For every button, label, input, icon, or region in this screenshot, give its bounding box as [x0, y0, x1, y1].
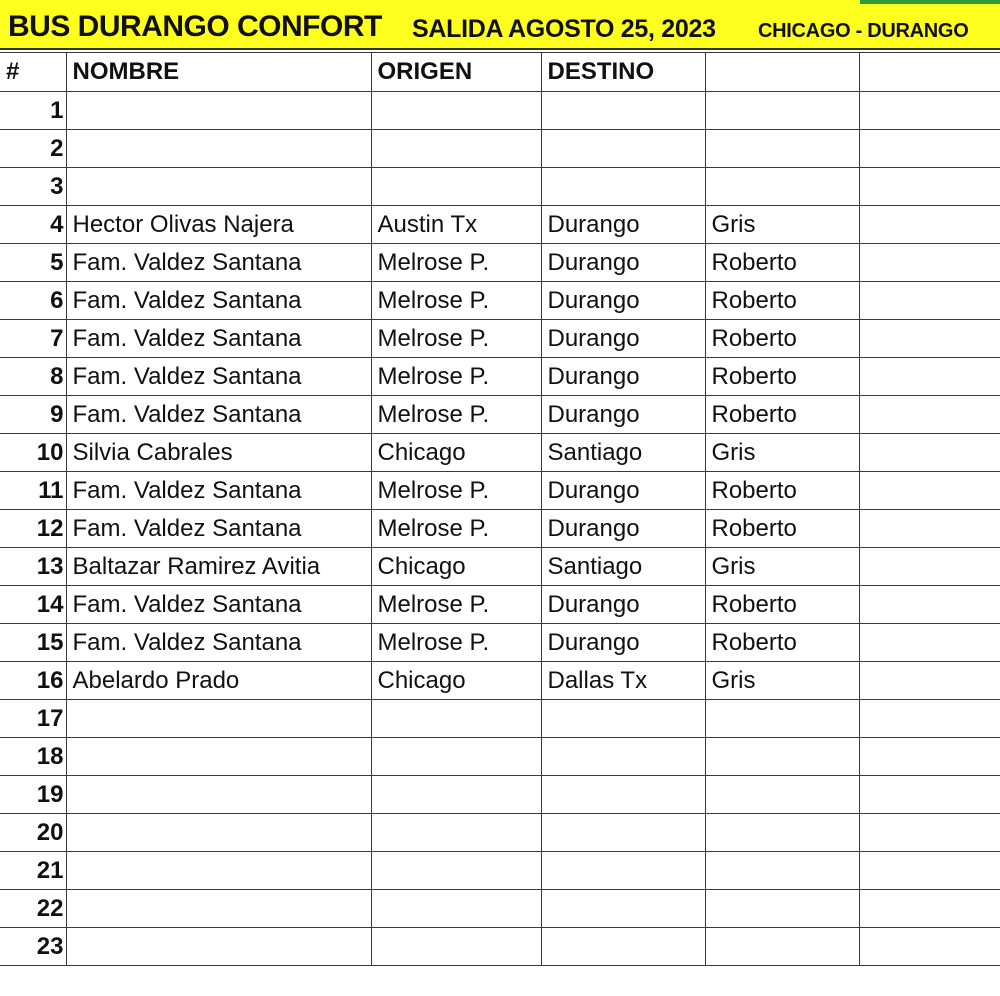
cell-extra2[interactable] [859, 92, 1000, 130]
cell-nombre[interactable]: Fam. Valdez Santana [66, 510, 371, 548]
row-number[interactable]: 23 [0, 928, 66, 966]
cell-extra[interactable]: Roberto [705, 320, 859, 358]
cell-origen[interactable] [371, 168, 541, 206]
cell-destino[interactable]: Durango [541, 244, 705, 282]
row-number[interactable]: 16 [0, 662, 66, 700]
title-bar [0, 0, 1000, 50]
cell-nombre[interactable]: Fam. Valdez Santana [66, 624, 371, 662]
cell-origen[interactable]: Melrose P. [371, 624, 541, 662]
cell-extra2[interactable] [859, 586, 1000, 624]
cell-origen[interactable]: Chicago [371, 434, 541, 472]
cell-nombre[interactable] [66, 776, 371, 814]
cell-extra[interactable] [705, 168, 859, 206]
cell-origen[interactable]: Chicago [371, 662, 541, 700]
cell-extra2[interactable] [859, 282, 1000, 320]
cell-origen[interactable]: Chicago [371, 548, 541, 586]
row-number[interactable]: 7 [0, 320, 66, 358]
table-row [0, 206, 1000, 244]
cell-nombre[interactable]: Fam. Valdez Santana [66, 244, 371, 282]
cell-extra[interactable]: Gris [705, 548, 859, 586]
col-header-destino[interactable]: DESTINO [541, 53, 705, 92]
cell-extra2[interactable] [859, 928, 1000, 966]
row-number[interactable]: 11 [0, 472, 66, 510]
row-number[interactable]: 17 [0, 700, 66, 738]
cell-origen[interactable]: Melrose P. [371, 320, 541, 358]
cell-nombre[interactable] [66, 168, 371, 206]
col-header-nombre[interactable]: NOMBRE [66, 53, 371, 92]
row-number[interactable]: 1 [0, 92, 66, 130]
col-header-origen[interactable]: ORIGEN [371, 53, 541, 92]
cell-extra2[interactable] [859, 890, 1000, 928]
table-row [0, 890, 1000, 928]
col-header-number[interactable]: # [0, 53, 66, 92]
cell-nombre[interactable]: Fam. Valdez Santana [66, 586, 371, 624]
cell-origen[interactable]: Austin Tx [371, 206, 541, 244]
row-number[interactable]: 9 [0, 396, 66, 434]
cell-extra[interactable]: Roberto [705, 510, 859, 548]
row-number[interactable]: 22 [0, 890, 66, 928]
cell-destino[interactable] [541, 852, 705, 890]
cell-destino[interactable]: Durango [541, 472, 705, 510]
cell-destino[interactable]: Durango [541, 320, 705, 358]
cell-origen[interactable]: Melrose P. [371, 358, 541, 396]
cell-extra2[interactable] [859, 700, 1000, 738]
cell-origen[interactable] [371, 852, 541, 890]
cell-origen[interactable]: Melrose P. [371, 282, 541, 320]
cell-nombre[interactable] [66, 700, 371, 738]
row-number[interactable]: 6 [0, 282, 66, 320]
cell-extra2[interactable] [859, 510, 1000, 548]
cell-extra[interactable]: Roberto [705, 624, 859, 662]
cell-origen[interactable] [371, 814, 541, 852]
row-number[interactable]: 2 [0, 130, 66, 168]
cell-destino[interactable] [541, 92, 705, 130]
cell-destino[interactable]: Durango [541, 206, 705, 244]
cell-extra[interactable]: Gris [705, 206, 859, 244]
table-row [0, 92, 1000, 130]
cell-extra2[interactable] [859, 814, 1000, 852]
cell-nombre[interactable]: Abelardo Prado [66, 662, 371, 700]
cell-extra[interactable] [705, 852, 859, 890]
cell-nombre[interactable]: Fam. Valdez Santana [66, 320, 371, 358]
cell-extra2[interactable] [859, 244, 1000, 282]
cell-destino[interactable] [541, 928, 705, 966]
row-number[interactable]: 14 [0, 586, 66, 624]
cell-origen[interactable] [371, 776, 541, 814]
row-number[interactable]: 21 [0, 852, 66, 890]
cell-extra2[interactable] [859, 168, 1000, 206]
cell-origen[interactable] [371, 92, 541, 130]
cell-extra2[interactable] [859, 206, 1000, 244]
row-number[interactable]: 12 [0, 510, 66, 548]
cell-nombre[interactable] [66, 928, 371, 966]
table-row [0, 282, 1000, 320]
cell-extra[interactable]: Roberto [705, 358, 859, 396]
row-number[interactable]: 3 [0, 168, 66, 206]
title-salida-date: SALIDA AGOSTO 25, 2023 [412, 15, 716, 43]
cell-nombre[interactable] [66, 852, 371, 890]
col-header-extra[interactable] [705, 53, 859, 92]
cell-destino[interactable]: Durango [541, 358, 705, 396]
cell-destino[interactable]: Durango [541, 282, 705, 320]
table-row [0, 852, 1000, 890]
cell-destino[interactable]: Durango [541, 624, 705, 662]
cell-extra2[interactable] [859, 320, 1000, 358]
cell-destino[interactable] [541, 130, 705, 168]
cell-extra2[interactable] [859, 130, 1000, 168]
table-row [0, 928, 1000, 966]
table-row [0, 358, 1000, 396]
cell-extra2[interactable] [859, 852, 1000, 890]
cell-nombre[interactable]: Baltazar Ramirez Avitia [66, 548, 371, 586]
cell-origen[interactable]: Melrose P. [371, 510, 541, 548]
cell-extra2[interactable] [859, 434, 1000, 472]
cell-extra2[interactable] [859, 396, 1000, 434]
row-number[interactable]: 8 [0, 358, 66, 396]
title-route: CHICAGO - DURANGO [758, 20, 969, 42]
cell-origen[interactable] [371, 738, 541, 776]
cell-extra[interactable]: Roberto [705, 282, 859, 320]
row-number[interactable]: 10 [0, 434, 66, 472]
cell-nombre[interactable] [66, 738, 371, 776]
cell-extra2[interactable] [859, 776, 1000, 814]
table-row [0, 244, 1000, 282]
cell-destino[interactable] [541, 776, 705, 814]
cell-extra[interactable] [705, 814, 859, 852]
row-number[interactable]: 5 [0, 244, 66, 282]
passenger-table [0, 52, 1000, 966]
cell-extra[interactable] [705, 700, 859, 738]
table-row [0, 510, 1000, 548]
header-row [0, 53, 1000, 92]
cell-nombre[interactable] [66, 814, 371, 852]
cell-origen[interactable]: Melrose P. [371, 472, 541, 510]
cell-extra[interactable] [705, 890, 859, 928]
cell-extra[interactable] [705, 92, 859, 130]
cell-destino[interactable]: Dallas Tx [541, 662, 705, 700]
cell-destino[interactable]: Santiago [541, 434, 705, 472]
cell-nombre[interactable] [66, 130, 371, 168]
cell-destino[interactable]: Durango [541, 510, 705, 548]
cell-extra[interactable] [705, 738, 859, 776]
cell-destino[interactable] [541, 700, 705, 738]
table-row [0, 472, 1000, 510]
table-row [0, 624, 1000, 662]
row-number[interactable]: 13 [0, 548, 66, 586]
cell-destino[interactable] [541, 168, 705, 206]
cell-nombre[interactable]: Fam. Valdez Santana [66, 396, 371, 434]
cell-nombre[interactable]: Hector Olivas Najera [66, 206, 371, 244]
cell-origen[interactable] [371, 928, 541, 966]
cell-destino[interactable]: Santiago [541, 548, 705, 586]
cell-extra2[interactable] [859, 662, 1000, 700]
cell-nombre[interactable]: Silvia Cabrales [66, 434, 371, 472]
cell-origen[interactable] [371, 130, 541, 168]
cell-extra[interactable]: Roberto [705, 586, 859, 624]
accent-strip [860, 0, 1000, 4]
cell-origen[interactable]: Melrose P. [371, 586, 541, 624]
table-row [0, 586, 1000, 624]
cell-nombre[interactable]: Fam. Valdez Santana [66, 282, 371, 320]
table-row [0, 396, 1000, 434]
cell-extra[interactable]: Roberto [705, 244, 859, 282]
cell-extra[interactable]: Roberto [705, 472, 859, 510]
cell-extra[interactable]: Gris [705, 662, 859, 700]
table-row [0, 548, 1000, 586]
table-row [0, 434, 1000, 472]
cell-destino[interactable]: Durango [541, 396, 705, 434]
table-row [0, 320, 1000, 358]
row-number[interactable]: 20 [0, 814, 66, 852]
cell-origen[interactable]: Melrose P. [371, 244, 541, 282]
cell-destino[interactable] [541, 738, 705, 776]
cell-origen[interactable]: Melrose P. [371, 396, 541, 434]
row-number[interactable]: 4 [0, 206, 66, 244]
table-row [0, 130, 1000, 168]
col-header-extra2[interactable] [859, 53, 1000, 92]
row-number[interactable]: 15 [0, 624, 66, 662]
cell-extra[interactable]: Gris [705, 434, 859, 472]
cell-destino[interactable] [541, 890, 705, 928]
cell-extra2[interactable] [859, 548, 1000, 586]
cell-nombre[interactable]: Fam. Valdez Santana [66, 472, 371, 510]
table-row [0, 814, 1000, 852]
cell-origen[interactable] [371, 890, 541, 928]
table-row [0, 168, 1000, 206]
row-number[interactable]: 18 [0, 738, 66, 776]
cell-extra2[interactable] [859, 624, 1000, 662]
cell-destino[interactable] [541, 814, 705, 852]
cell-extra[interactable] [705, 130, 859, 168]
table-row [0, 700, 1000, 738]
cell-extra[interactable] [705, 776, 859, 814]
table-row [0, 776, 1000, 814]
cell-extra2[interactable] [859, 358, 1000, 396]
title-main: BUS DURANGO CONFORT [8, 10, 382, 43]
cell-extra2[interactable] [859, 738, 1000, 776]
cell-extra[interactable]: Roberto [705, 396, 859, 434]
cell-extra2[interactable] [859, 472, 1000, 510]
row-number[interactable]: 19 [0, 776, 66, 814]
cell-nombre[interactable] [66, 92, 371, 130]
cell-nombre[interactable] [66, 890, 371, 928]
table-row [0, 662, 1000, 700]
table-row [0, 738, 1000, 776]
cell-origen[interactable] [371, 700, 541, 738]
cell-nombre[interactable]: Fam. Valdez Santana [66, 358, 371, 396]
cell-destino[interactable]: Durango [541, 586, 705, 624]
cell-extra[interactable] [705, 928, 859, 966]
